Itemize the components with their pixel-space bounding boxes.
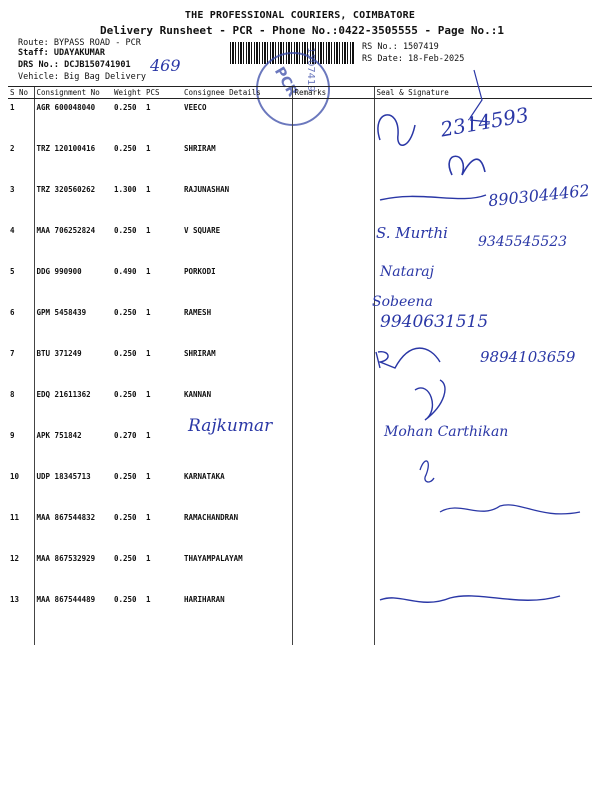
cell-seal bbox=[374, 140, 592, 181]
col-weight: Weight bbox=[112, 87, 144, 99]
signature-row-5: Nataraj bbox=[380, 264, 434, 280]
rs-date: RS Date: 18-Feb-2025 bbox=[362, 54, 465, 64]
drs-label: DRS No.: bbox=[18, 60, 59, 70]
table-row bbox=[8, 263, 592, 304]
cell-remarks bbox=[292, 427, 374, 468]
cell-remarks bbox=[292, 386, 374, 427]
cell-seal bbox=[374, 591, 592, 645]
signature-row-4-name: S. Murthi bbox=[376, 224, 448, 242]
stamp-text: PCR bbox=[270, 64, 301, 100]
cell-consignment: MAA 706252824 bbox=[34, 222, 112, 263]
cell-pcs: 1 bbox=[146, 472, 151, 481]
cell-weight: 0.270 bbox=[114, 431, 137, 440]
cell-remarks bbox=[292, 140, 374, 181]
cell-consignee: KARNATAKA bbox=[184, 472, 225, 481]
cell-consignment: TRZ 320560262 bbox=[34, 181, 112, 222]
cell-seal bbox=[374, 345, 592, 386]
cell-pcs: 1 bbox=[146, 308, 151, 317]
cell-remarks bbox=[292, 591, 374, 645]
cell-weight: 0.250 bbox=[114, 595, 137, 604]
cell-consignee: SHRIRAM bbox=[184, 144, 216, 153]
cell-pcs: 1 bbox=[146, 595, 151, 604]
company-name: THE PROFESSIONAL COURIERS, COIMBATORE bbox=[184, 10, 416, 21]
table-row bbox=[8, 427, 592, 468]
cell-consignee: RAMACHANDRAN bbox=[184, 513, 239, 522]
col-seal: Seal & Signature bbox=[374, 87, 592, 99]
handwritten-note: 469 bbox=[150, 56, 181, 75]
rs-number: RS No.: 1507419 bbox=[362, 42, 439, 52]
col-consignment: Consignment No bbox=[34, 87, 112, 99]
cell-remarks bbox=[292, 222, 374, 263]
staff-label: Staff: bbox=[18, 48, 49, 58]
cell-weight: 0.250 bbox=[114, 226, 137, 235]
cell-consignment: AGR 600048040 bbox=[34, 99, 112, 141]
cell-consignee: THAYAMPALAYAM bbox=[184, 554, 243, 563]
table-row bbox=[8, 99, 592, 141]
cell-pcs: 1 bbox=[146, 226, 151, 235]
cell-weight: 0.490 bbox=[114, 267, 137, 276]
cell-remarks bbox=[292, 345, 374, 386]
cell-pcs: 1 bbox=[146, 267, 151, 276]
table-row bbox=[8, 509, 592, 550]
cell-consignment: TRZ 120100416 bbox=[34, 140, 112, 181]
cell-weight: 0.250 bbox=[114, 472, 137, 481]
cell-remarks bbox=[292, 263, 374, 304]
runsheet-table bbox=[8, 86, 592, 645]
cell-sno: 8 bbox=[10, 390, 15, 399]
handwritten-consignee: Rajkumar bbox=[188, 416, 273, 436]
cell-seal bbox=[374, 222, 592, 263]
signature-row-6-name: Sobeena bbox=[372, 294, 433, 310]
cell-seal bbox=[374, 427, 592, 468]
cell-sno: 7 bbox=[10, 349, 15, 358]
cell-remarks bbox=[292, 550, 374, 591]
cell-consignee: V SQUARE bbox=[184, 226, 221, 235]
cell-weight: 1.300 bbox=[114, 185, 137, 194]
cell-pcs: 1 bbox=[146, 103, 151, 112]
cell-consignment: MAA 867544832 bbox=[34, 509, 112, 550]
cell-consignment: APK 751842 bbox=[34, 427, 112, 468]
cell-consignment: DDG 990900 bbox=[34, 263, 112, 304]
cell-remarks bbox=[292, 509, 374, 550]
table-row bbox=[8, 140, 592, 181]
cell-pcs: 1 bbox=[146, 390, 151, 399]
cell-consignment: MAA 867544489 bbox=[34, 591, 112, 645]
cell-sno: 11 bbox=[10, 513, 20, 522]
cell-pcs: 1 bbox=[146, 431, 151, 440]
cell-weight: 0.250 bbox=[114, 103, 137, 112]
cell-consignment: MAA 867532929 bbox=[34, 550, 112, 591]
cell-consignee: RAJUNASHAN bbox=[184, 185, 230, 194]
cell-seal bbox=[374, 509, 592, 550]
cell-seal bbox=[374, 181, 592, 222]
cell-sno: 10 bbox=[10, 472, 20, 481]
cell-sno: 2 bbox=[10, 144, 15, 153]
cell-consignee: RAMESH bbox=[184, 308, 212, 317]
cell-sno: 4 bbox=[10, 226, 15, 235]
cell-sno: 3 bbox=[10, 185, 15, 194]
cell-remarks bbox=[292, 304, 374, 345]
cell-weight: 0.250 bbox=[114, 349, 137, 358]
cell-sno: 13 bbox=[10, 595, 20, 604]
table-row bbox=[8, 304, 592, 345]
col-pcs: PCS bbox=[144, 87, 182, 99]
cell-seal bbox=[374, 550, 592, 591]
table-row bbox=[8, 386, 592, 427]
cell-seal bbox=[374, 304, 592, 345]
col-remarks: Remarks bbox=[292, 87, 374, 99]
cell-seal bbox=[374, 468, 592, 509]
staff-name: UDAYAKUMAR bbox=[53, 48, 106, 58]
drs-number: DCJB150741901 bbox=[64, 60, 131, 70]
table-row bbox=[8, 468, 592, 509]
signature-row-1: 2314593 bbox=[438, 102, 531, 142]
table-row bbox=[8, 222, 592, 263]
cell-weight: 0.250 bbox=[114, 308, 137, 317]
cell-pcs: 1 bbox=[146, 185, 151, 194]
cell-remarks bbox=[292, 468, 374, 509]
signature-row-7: 9894103659 bbox=[480, 348, 576, 366]
cell-weight: 0.250 bbox=[114, 144, 137, 153]
cell-weight: 0.250 bbox=[114, 554, 137, 563]
cell-consignment: GPM 5458439 bbox=[34, 304, 112, 345]
staff-line bbox=[18, 48, 105, 58]
signature-row-9: Mohan Carthikan bbox=[384, 424, 509, 440]
cell-consignee: PORKODI bbox=[184, 267, 216, 276]
cell-weight: 0.250 bbox=[114, 513, 137, 522]
cell-consignee: HARIHARAN bbox=[184, 595, 225, 604]
cell-consignee: KANNAN bbox=[184, 390, 212, 399]
cell-sno: 6 bbox=[10, 308, 15, 317]
table-body bbox=[8, 99, 592, 646]
cell-seal bbox=[374, 386, 592, 427]
stamp-number: 1507419 bbox=[304, 47, 316, 92]
runsheet-title: Delivery Runsheet - PCR - Phone No.:0422-3505555 - Page No.:1 bbox=[100, 24, 504, 37]
route-text: Route: BYPASS ROAD - PCR bbox=[18, 38, 141, 48]
cell-remarks bbox=[292, 181, 374, 222]
col-sno: S No bbox=[8, 87, 34, 99]
drs-line bbox=[18, 60, 131, 70]
cell-pcs: 1 bbox=[146, 513, 151, 522]
cell-consignment: EDQ 21611362 bbox=[34, 386, 112, 427]
cell-sno: 12 bbox=[10, 554, 20, 563]
cell-weight: 0.250 bbox=[114, 390, 137, 399]
cell-pcs: 1 bbox=[146, 349, 151, 358]
cell-seal bbox=[374, 263, 592, 304]
table-row bbox=[8, 181, 592, 222]
table-row bbox=[8, 591, 592, 645]
cell-consignment: UDP 18345713 bbox=[34, 468, 112, 509]
cell-consignee bbox=[182, 427, 292, 468]
table-row bbox=[8, 550, 592, 591]
cell-consignee: VEECO bbox=[184, 103, 207, 112]
signature-row-6-phone: 9940631515 bbox=[380, 312, 489, 332]
cell-sno: 5 bbox=[10, 267, 15, 276]
cell-seal bbox=[374, 99, 592, 141]
col-consignee: Consignee Details bbox=[182, 87, 292, 99]
signature-row-4-phone: 9345545523 bbox=[478, 234, 568, 250]
signature-row-3: 8903044462 bbox=[487, 180, 591, 211]
cell-consignment: BTU 371249 bbox=[34, 345, 112, 386]
table-row bbox=[8, 345, 592, 386]
cell-sno: 1 bbox=[10, 103, 15, 112]
cell-pcs: 1 bbox=[146, 554, 151, 563]
cell-pcs: 1 bbox=[146, 144, 151, 153]
vehicle-text: Vehicle: Big Bag Delivery bbox=[18, 72, 146, 82]
cell-remarks bbox=[292, 99, 374, 141]
cell-sno: 9 bbox=[10, 431, 15, 440]
table-header-row bbox=[8, 87, 592, 99]
cell-consignee: SHRIRAM bbox=[184, 349, 216, 358]
